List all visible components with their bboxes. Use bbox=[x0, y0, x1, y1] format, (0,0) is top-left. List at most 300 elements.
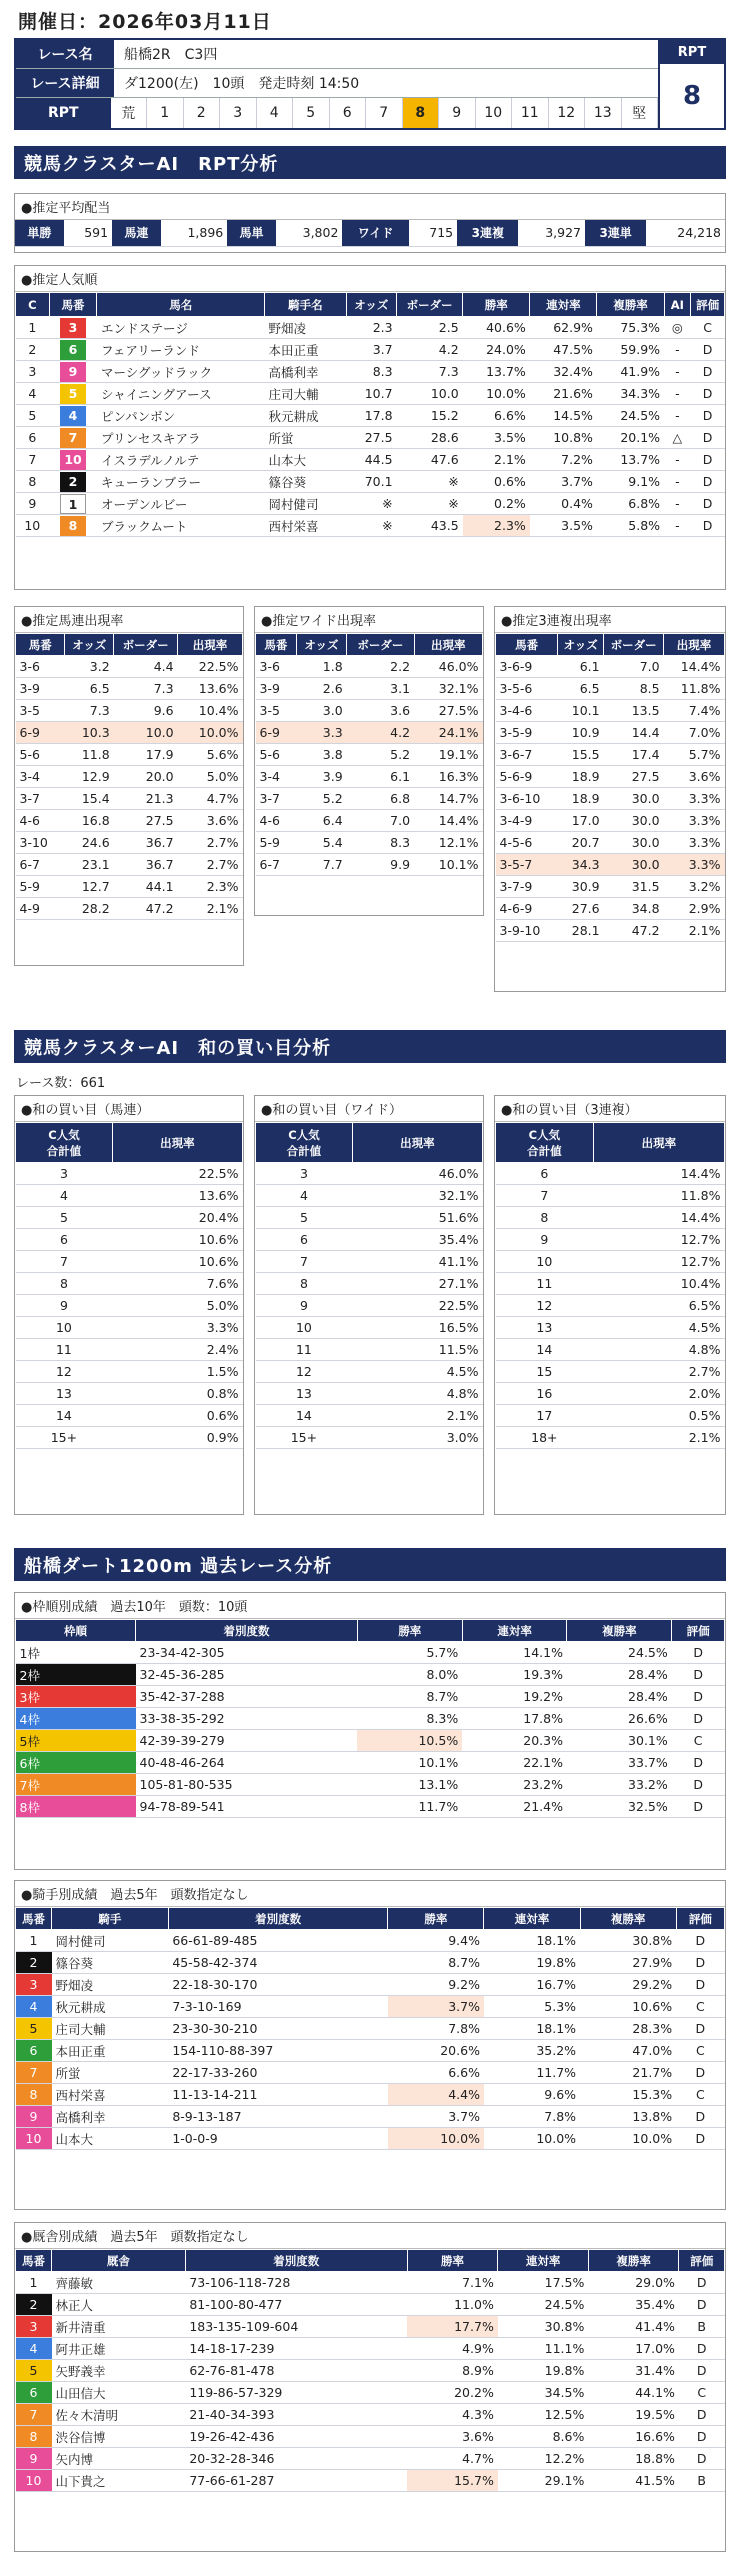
table-cell: 22.5% bbox=[178, 656, 243, 678]
table-cell: 8枠 bbox=[16, 1796, 136, 1818]
table-cell: 19-26-42-436 bbox=[185, 2426, 407, 2448]
table-cell: 2.1% bbox=[463, 449, 530, 471]
table-row bbox=[256, 1207, 483, 1229]
table-cell: 篠谷葵 bbox=[52, 1952, 169, 1974]
table-cell: - bbox=[664, 405, 691, 427]
table-cell: 高橋利幸 bbox=[265, 361, 347, 383]
table-cell: 9.2% bbox=[388, 1974, 484, 1996]
table-cell: 4.7% bbox=[178, 788, 243, 810]
horse-number-cell: 1 bbox=[16, 1930, 52, 1952]
table-cell: 47.6 bbox=[397, 449, 463, 471]
wide-table bbox=[255, 633, 483, 876]
column-header: C人気 合計値 bbox=[256, 1123, 353, 1163]
table-cell: 27.1% bbox=[352, 1273, 482, 1295]
horse-number-badge: 2 bbox=[60, 472, 86, 492]
race-detail: ダ1200(左) 10頭 発走時刻 14:50 bbox=[124, 76, 360, 92]
horse-number-cell bbox=[49, 361, 97, 383]
column-header: オッズ bbox=[65, 634, 114, 656]
table-cell: 6 bbox=[16, 1229, 113, 1251]
rpt-scale-cell: 11 bbox=[512, 98, 549, 128]
column-header: 出現率 bbox=[352, 1123, 482, 1163]
table-cell: 2.9% bbox=[664, 898, 725, 920]
table-cell: 3-9 bbox=[16, 678, 65, 700]
horse-number-cell: 7 bbox=[16, 2404, 52, 2426]
table-cell: D bbox=[691, 339, 725, 361]
table-cell: オーデンルビー bbox=[97, 493, 265, 515]
rpt-scale-cell: 10 bbox=[476, 98, 513, 128]
table-cell: 30.0 bbox=[604, 810, 664, 832]
table-cell: 7.4% bbox=[664, 700, 725, 722]
table-cell: 6-9 bbox=[256, 722, 297, 744]
table-cell: 2.4% bbox=[112, 1339, 242, 1361]
table-cell: D bbox=[676, 1952, 724, 1974]
table-cell: 27.5 bbox=[346, 427, 396, 449]
table-cell: 6枠 bbox=[16, 1752, 136, 1774]
table-cell: 8-9-13-187 bbox=[168, 2106, 388, 2128]
wide-box bbox=[254, 606, 484, 916]
table-row bbox=[256, 810, 483, 832]
horse-number-cell bbox=[49, 493, 97, 515]
rpt-scale-cell: 8 bbox=[403, 98, 440, 128]
popularity-table bbox=[15, 292, 725, 537]
table-cell: 33.2% bbox=[567, 1774, 672, 1796]
horse-number-cell: 7 bbox=[16, 2062, 52, 2084]
table-row bbox=[256, 1251, 483, 1273]
table-cell: 14.4% bbox=[664, 656, 725, 678]
table-cell: 22.5% bbox=[352, 1295, 482, 1317]
table-cell: 0.6% bbox=[463, 471, 530, 493]
table-cell: 4 bbox=[256, 1185, 353, 1207]
table-row bbox=[16, 2084, 725, 2106]
table-cell: 5-6-9 bbox=[496, 766, 558, 788]
table-cell: 12.9 bbox=[65, 766, 114, 788]
table-cell: 29.2% bbox=[580, 1974, 676, 1996]
table-cell: 本田正重 bbox=[52, 2040, 169, 2062]
table-cell: 篠谷葵 bbox=[265, 471, 347, 493]
table-cell: 16.8 bbox=[65, 810, 114, 832]
table-cell: キューランブラー bbox=[97, 471, 265, 493]
table-cell: 野畑凌 bbox=[52, 1974, 169, 1996]
table-cell: 10.5% bbox=[357, 1730, 462, 1752]
column-header: C人気 合計値 bbox=[16, 1123, 113, 1163]
table-cell: - bbox=[664, 383, 691, 405]
rpt-scale-cell: 6 bbox=[330, 98, 367, 128]
table-cell: 33.7% bbox=[567, 1752, 672, 1774]
table-row bbox=[256, 678, 483, 700]
table-row bbox=[16, 1317, 243, 1339]
table-cell: D bbox=[679, 2426, 725, 2448]
table-row bbox=[256, 832, 483, 854]
table-cell: 4.4 bbox=[114, 656, 178, 678]
table-cell: 山田信大 bbox=[52, 2382, 186, 2404]
horse-number-cell bbox=[49, 317, 97, 339]
table-cell: 13.5 bbox=[604, 700, 664, 722]
horse-number-cell bbox=[49, 427, 97, 449]
table-cell: 10.1% bbox=[357, 1752, 462, 1774]
table-row bbox=[16, 493, 725, 515]
table-cell: 10.0% bbox=[484, 2128, 580, 2150]
table-cell: 41.9% bbox=[597, 361, 664, 383]
table-cell: 7.0 bbox=[347, 810, 414, 832]
table-cell: 36.7 bbox=[114, 854, 178, 876]
table-cell: 1.8 bbox=[296, 656, 346, 678]
horse-number-cell: 8 bbox=[16, 2426, 52, 2448]
column-header: 勝率 bbox=[463, 293, 530, 317]
table-cell: 41.5% bbox=[588, 2470, 679, 2492]
table-row bbox=[16, 361, 725, 383]
column-header: 出現率 bbox=[664, 634, 725, 656]
table-cell: 9 bbox=[256, 1295, 353, 1317]
table-cell: 3-5 bbox=[16, 700, 65, 722]
table-cell: 4 bbox=[16, 383, 50, 405]
table-cell: 3-9 bbox=[256, 678, 297, 700]
table-cell: 3.1 bbox=[347, 678, 414, 700]
table-row bbox=[16, 1339, 243, 1361]
table-row bbox=[16, 2382, 725, 2404]
table-cell: 5-9 bbox=[256, 832, 297, 854]
table-cell: 矢内博 bbox=[52, 2448, 186, 2470]
table-cell: 12.7% bbox=[593, 1229, 724, 1251]
sum-sanren-title: ●和の買い目（3連複） bbox=[495, 1096, 725, 1122]
table-cell: 8 bbox=[16, 471, 50, 493]
table-cell: プリンセスキアラ bbox=[97, 427, 265, 449]
table-cell: 18.8% bbox=[588, 2448, 679, 2470]
table-cell: 3.3% bbox=[664, 788, 725, 810]
table-row bbox=[496, 920, 725, 942]
rpt-scale-cell: 7 bbox=[366, 98, 403, 128]
column-header: 出現率 bbox=[178, 634, 243, 656]
sanren-title: ●推定3連複出現率 bbox=[495, 607, 725, 633]
table-cell: 30.0 bbox=[604, 788, 664, 810]
table-cell: 5 bbox=[16, 1207, 113, 1229]
table-cell: 14 bbox=[16, 1405, 113, 1427]
table-cell: 10 bbox=[496, 1251, 594, 1273]
table-row bbox=[16, 810, 243, 832]
trainer-table bbox=[15, 2249, 725, 2492]
table-row bbox=[256, 1339, 483, 1361]
table-cell: 24.6 bbox=[65, 832, 114, 854]
table-cell: 24.1% bbox=[414, 722, 482, 744]
table-cell: 28.2 bbox=[65, 898, 114, 920]
table-cell: 81-100-80-477 bbox=[185, 2294, 407, 2316]
avg-payout-table bbox=[15, 220, 725, 247]
race-detail-row bbox=[16, 69, 658, 98]
table-row bbox=[16, 898, 243, 920]
table-cell: 所蛍 bbox=[265, 427, 347, 449]
table-cell: 46.0% bbox=[352, 1163, 482, 1185]
table-row bbox=[16, 1207, 243, 1229]
horse-number-badge: 4 bbox=[60, 406, 86, 426]
table-cell: C bbox=[676, 2084, 724, 2106]
table-cell: 0.8% bbox=[112, 1383, 242, 1405]
table-cell: 23-30-30-210 bbox=[168, 2018, 388, 2040]
table-cell: ピンパンボン bbox=[97, 405, 265, 427]
table-cell: 10.0% bbox=[463, 383, 530, 405]
horse-number-badge: 8 bbox=[60, 516, 86, 536]
table-cell: 6 bbox=[256, 1229, 353, 1251]
column-header: 着別度数 bbox=[136, 1620, 358, 1642]
table-row bbox=[16, 1996, 725, 2018]
waku-title: ●枠順別成績 過去10年 頭数：10頭 bbox=[15, 1593, 725, 1619]
table-cell: 7 bbox=[256, 1251, 353, 1273]
table-cell: 12.1% bbox=[414, 832, 482, 854]
race-detail-label: レース詳細 bbox=[16, 69, 114, 97]
table-cell: B bbox=[679, 2316, 725, 2338]
rpt-scale-cell: 3 bbox=[220, 98, 257, 128]
sanren-table bbox=[495, 633, 725, 942]
table-cell: 高橋利幸 bbox=[52, 2106, 169, 2128]
table-cell: 44.5 bbox=[346, 449, 396, 471]
table-row bbox=[16, 2272, 725, 2294]
table-cell: 2.1% bbox=[664, 920, 725, 942]
table-cell: 5.8% bbox=[597, 515, 664, 537]
table-cell: 14-18-17-239 bbox=[185, 2338, 407, 2360]
table-cell: 3.9 bbox=[296, 766, 346, 788]
table-cell: ※ bbox=[346, 493, 396, 515]
table-cell: 30.8% bbox=[498, 2316, 589, 2338]
table-cell: 13.7% bbox=[597, 449, 664, 471]
column-header: 評価 bbox=[676, 1908, 724, 1930]
table-row bbox=[256, 656, 483, 678]
table-cell: 4.8% bbox=[593, 1339, 724, 1361]
table-cell: 22.1% bbox=[462, 1752, 567, 1774]
table-row bbox=[496, 1251, 725, 1273]
table-cell: - bbox=[664, 339, 691, 361]
column-header: 馬番 bbox=[16, 1908, 52, 1930]
table-cell: 24.5% bbox=[597, 405, 664, 427]
table-cell: 3.7% bbox=[530, 471, 597, 493]
table-cell: 22.5% bbox=[112, 1163, 242, 1185]
table-cell: 2.6 bbox=[296, 678, 346, 700]
table-row bbox=[16, 1664, 725, 1686]
umaren-title: ●推定馬連出現率 bbox=[15, 607, 243, 633]
table-cell: 18.1% bbox=[484, 2018, 580, 2040]
horse-number-cell: 6 bbox=[16, 2382, 52, 2404]
table-row bbox=[16, 2426, 725, 2448]
table-cell: B bbox=[679, 2470, 725, 2492]
table-row bbox=[16, 854, 243, 876]
table-row bbox=[256, 1383, 483, 1405]
table-row bbox=[16, 2360, 725, 2382]
table-cell: 21-40-34-393 bbox=[185, 2404, 407, 2426]
table-cell: 7.8% bbox=[484, 2106, 580, 2128]
horse-number-cell: 10 bbox=[16, 2470, 52, 2492]
horse-number-cell bbox=[49, 339, 97, 361]
table-cell: 14.7% bbox=[414, 788, 482, 810]
horse-number-cell: 9 bbox=[16, 2448, 52, 2470]
table-cell: 秋元耕成 bbox=[265, 405, 347, 427]
table-row bbox=[16, 1642, 725, 1664]
table-cell: C bbox=[676, 1996, 724, 2018]
table-row bbox=[256, 1295, 483, 1317]
table-cell: 46.0% bbox=[414, 656, 482, 678]
rpt-scale-label: RPT bbox=[16, 98, 111, 128]
table-cell: 3.5% bbox=[463, 427, 530, 449]
column-header: 連対率 bbox=[498, 2250, 589, 2272]
table-cell: 21.6% bbox=[530, 383, 597, 405]
table-cell: 10.3 bbox=[65, 722, 114, 744]
column-header: 厩舎 bbox=[52, 2250, 186, 2272]
table-cell: 7.3 bbox=[65, 700, 114, 722]
table-cell: 11 bbox=[16, 1339, 113, 1361]
sum-sanren-table bbox=[495, 1122, 725, 1449]
table-cell: 16.3% bbox=[414, 766, 482, 788]
table-cell: ※ bbox=[397, 471, 463, 493]
table-cell: D bbox=[676, 2018, 724, 2040]
table-cell: 12 bbox=[496, 1295, 594, 1317]
table-cell: 5-9 bbox=[16, 876, 65, 898]
table-cell: 20.3% bbox=[462, 1730, 567, 1752]
column-header: 連対率 bbox=[462, 1620, 567, 1642]
table-row bbox=[16, 515, 725, 537]
table-cell: 20.4% bbox=[112, 1207, 242, 1229]
column-header: ボーダー bbox=[114, 634, 178, 656]
table-cell: 18.9 bbox=[558, 788, 604, 810]
table-row bbox=[16, 383, 725, 405]
table-cell: 29.1% bbox=[498, 2470, 589, 2492]
table-cell: 2.5 bbox=[397, 317, 463, 339]
race-date: 開催日：2026年03月11日 bbox=[18, 11, 272, 33]
sum-umaren-title: ●和の買い目（馬連） bbox=[15, 1096, 243, 1122]
horse-number-cell bbox=[49, 515, 97, 537]
column-header: 勝率 bbox=[407, 2250, 498, 2272]
column-header: ボーダー bbox=[347, 634, 414, 656]
table-cell: 2.7% bbox=[178, 832, 243, 854]
horse-number-cell: 8 bbox=[16, 2084, 52, 2106]
table-cell: 0.2% bbox=[463, 493, 530, 515]
table-cell: 3.3 bbox=[296, 722, 346, 744]
table-cell: 3 bbox=[16, 1163, 113, 1185]
table-cell: 11.8% bbox=[593, 1185, 724, 1207]
table-row bbox=[16, 1163, 243, 1185]
sum-wide-title: ●和の買い目（ワイド） bbox=[255, 1096, 483, 1122]
table-row bbox=[496, 1361, 725, 1383]
table-cell: 47.2 bbox=[604, 920, 664, 942]
umaren-box bbox=[14, 606, 244, 966]
table-cell: 山本大 bbox=[265, 449, 347, 471]
avg-value: 1,896 bbox=[161, 220, 228, 246]
table-cell: エンドステージ bbox=[97, 317, 265, 339]
table-row bbox=[16, 1273, 243, 1295]
column-header: 出現率 bbox=[112, 1123, 242, 1163]
table-cell: 17.7% bbox=[407, 2316, 498, 2338]
table-cell: 14.1% bbox=[462, 1642, 567, 1664]
table-cell: 34.3 bbox=[558, 854, 604, 876]
table-row bbox=[496, 1317, 725, 1339]
table-cell: 6-7 bbox=[16, 854, 65, 876]
avg-value: 3,927 bbox=[518, 220, 585, 246]
table-cell: 21.4% bbox=[462, 1796, 567, 1818]
table-cell: 11.5% bbox=[352, 1339, 482, 1361]
table-row bbox=[256, 722, 483, 744]
table-cell: 5.7% bbox=[357, 1642, 462, 1664]
table-cell: 9 bbox=[496, 1229, 594, 1251]
table-cell: 4 bbox=[16, 1185, 113, 1207]
table-row bbox=[16, 405, 725, 427]
table-cell: 8 bbox=[496, 1207, 594, 1229]
table-cell: 33-38-35-292 bbox=[136, 1708, 358, 1730]
table-row bbox=[496, 722, 725, 744]
table-cell: 5.0% bbox=[178, 766, 243, 788]
table-cell: 11.0% bbox=[407, 2294, 498, 2316]
table-row bbox=[256, 788, 483, 810]
table-cell: 12 bbox=[256, 1361, 353, 1383]
table-cell: 51.6% bbox=[352, 1207, 482, 1229]
table-cell: 3.3% bbox=[664, 854, 725, 876]
table-cell: 4.2 bbox=[397, 339, 463, 361]
table-cell: 6.1 bbox=[347, 766, 414, 788]
table-cell: 4-9 bbox=[16, 898, 65, 920]
race-info-box bbox=[14, 38, 726, 130]
column-header: 着別度数 bbox=[185, 2250, 407, 2272]
table-row bbox=[16, 1796, 725, 1818]
table-cell: 42-39-39-279 bbox=[136, 1730, 358, 1752]
table-cell: 4.7% bbox=[407, 2448, 498, 2470]
rpt-scale-cell: 5 bbox=[293, 98, 330, 128]
table-cell: 44.1 bbox=[114, 876, 178, 898]
table-cell: 8.3% bbox=[357, 1708, 462, 1730]
table-cell: 3-5-7 bbox=[496, 854, 558, 876]
table-cell: 10.0% bbox=[178, 722, 243, 744]
table-row bbox=[16, 2062, 725, 2084]
table-cell: 16.7% bbox=[484, 1974, 580, 1996]
horse-number-badge: 1 bbox=[60, 494, 86, 514]
horse-number-badge: 10 bbox=[60, 450, 86, 470]
waku-table bbox=[15, 1619, 725, 1818]
rpt-scale-row bbox=[16, 98, 658, 128]
table-cell: 22-17-33-260 bbox=[168, 2062, 388, 2084]
table-row bbox=[16, 1251, 243, 1273]
table-cell: 4.3% bbox=[407, 2404, 498, 2426]
table-cell: 12.7% bbox=[593, 1251, 724, 1273]
column-header: 着別度数 bbox=[168, 1908, 388, 1930]
table-cell: 10.6% bbox=[580, 1996, 676, 2018]
table-cell: 17.8 bbox=[346, 405, 396, 427]
table-cell: 183-135-109-604 bbox=[185, 2316, 407, 2338]
horse-number-cell bbox=[49, 471, 97, 493]
table-cell: 1枠 bbox=[16, 1642, 136, 1664]
table-cell: 9.4% bbox=[388, 1930, 484, 1952]
column-header: 複勝率 bbox=[597, 293, 664, 317]
table-row bbox=[256, 854, 483, 876]
table-cell: 8.0% bbox=[357, 1664, 462, 1686]
table-cell: 18.9 bbox=[558, 766, 604, 788]
table-cell: 14.5% bbox=[530, 405, 597, 427]
table-cell: 10.0 bbox=[397, 383, 463, 405]
horse-number-cell: 2 bbox=[16, 1952, 52, 1974]
table-cell: 10.4% bbox=[593, 1273, 724, 1295]
table-row bbox=[16, 2040, 725, 2062]
column-header: 枠順 bbox=[16, 1620, 136, 1642]
table-cell: 32-45-36-285 bbox=[136, 1664, 358, 1686]
horse-number-badge: 5 bbox=[60, 384, 86, 404]
table-cell: 15 bbox=[496, 1361, 594, 1383]
table-cell: ◎ bbox=[664, 317, 691, 339]
table-cell: 2.3 bbox=[346, 317, 396, 339]
table-cell: 13.6% bbox=[112, 1185, 242, 1207]
column-header: ボーダー bbox=[604, 634, 664, 656]
table-cell: 4-6-9 bbox=[496, 898, 558, 920]
table-cell: 10.8% bbox=[530, 427, 597, 449]
horse-number-cell: 3 bbox=[16, 2316, 52, 2338]
table-row bbox=[16, 678, 243, 700]
rpt-scale-cell: 4 bbox=[257, 98, 294, 128]
table-cell: 庄司大輔 bbox=[52, 2018, 169, 2040]
horse-number-cell: 10 bbox=[16, 2128, 52, 2150]
table-row bbox=[16, 2470, 725, 2492]
table-cell: 2 bbox=[16, 339, 50, 361]
table-cell: 1-0-0-9 bbox=[168, 2128, 388, 2150]
